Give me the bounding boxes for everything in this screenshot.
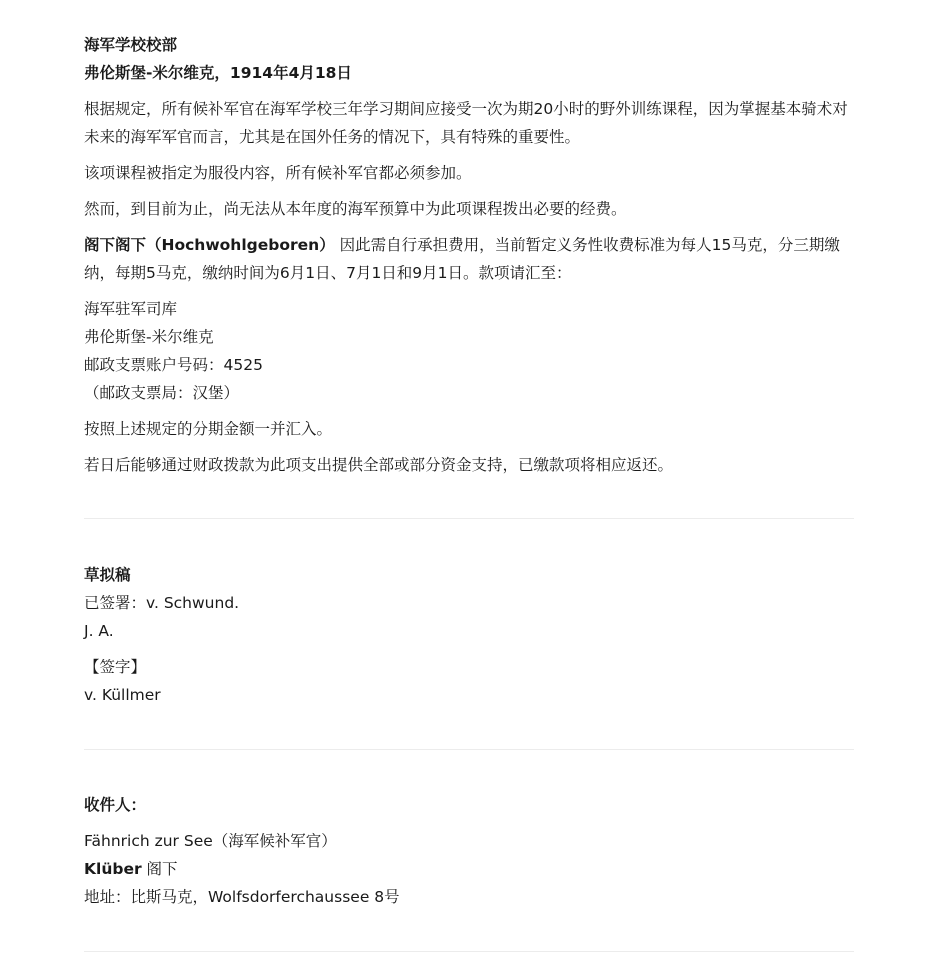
paragraph-training-rule: 根据规定，所有候补军官在海军学校三年学习期间应接受一次为期20小时的野外训练课程，因为掌握基本骑术对未来的海军军官而言，尤其是在国外任务的情况下，具有特殊的重要性。 (84, 100, 848, 146)
payment-account-number: 邮政支票账户号码：4525 (84, 356, 263, 374)
recipient-surname: Klüber (84, 860, 142, 878)
salutation: 阁下阁下（Hochwohlgeboren） (84, 236, 335, 254)
recipient-rank: Fähnrich zur See（海军候补军官） (84, 832, 337, 850)
payment-office: （邮政支票局：汉堡） (84, 384, 240, 402)
paragraph-installments: 按照上述规定的分期金额一并汇入。 (84, 420, 333, 438)
recipient-title: 收件人： (84, 796, 147, 814)
section-divider (84, 951, 854, 952)
paragraph-refund: 若日后能够通过财政拨款为此项支出提供全部或部分资金支持，已缴款项将相应返还。 (84, 456, 674, 474)
draft-initials: J. A. (84, 622, 114, 640)
paragraph-mandatory: 该项课程被指定为服役内容，所有候补军官都必须参加。 (84, 164, 472, 182)
recipient-honorific: 阁下 (141, 860, 178, 878)
section-divider (84, 749, 854, 750)
payment-address (84, 295, 854, 407)
fees-text: 因此需自行承担费用，当前暂定义务性收费标准为每人15马克，分三期缴纳，每期5马克，缴纳时间为6月1日、7月1日和9月1日。款项请汇至： (84, 236, 840, 282)
section-divider (84, 518, 854, 519)
sender-org: 海军学校校部 (84, 36, 178, 54)
recipient-name (84, 855, 854, 883)
draft-title: 草拟稿 (84, 566, 131, 584)
letter-document (84, 31, 854, 952)
place-and-date: 弗伦斯堡-米尔维克，1914年4月18日 (84, 64, 352, 82)
signature-label: 【签字】 (84, 658, 147, 676)
paragraph-budget: 然而，到目前为止，尚无法从本年度的海军预算中为此项课程拨出必要的经费。 (84, 200, 627, 218)
paragraph-fees (84, 231, 854, 287)
payment-address-line: 弗伦斯堡-米尔维克 (84, 328, 214, 346)
payment-address-line: 海军驻军司库 (84, 300, 178, 318)
draft-signed: 已签署：v. Schwund. (84, 594, 240, 612)
recipient-address: 地址：比斯马克，Wolfsdorferchaussee 8号 (84, 888, 400, 906)
signature-name: v. Küllmer (84, 686, 161, 704)
